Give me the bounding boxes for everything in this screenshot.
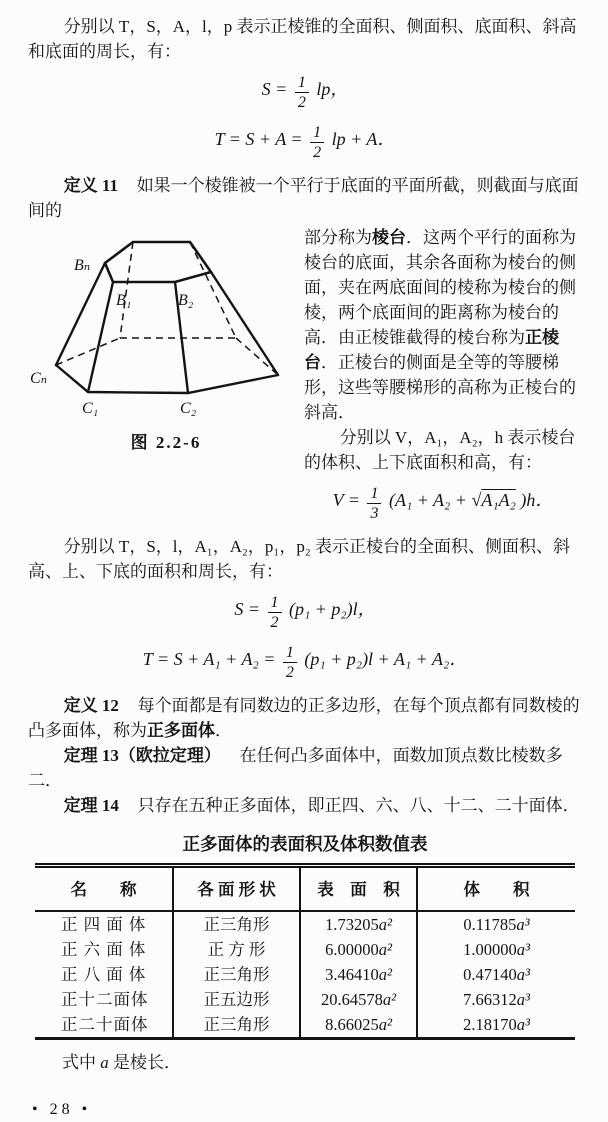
frustum-volume-notation-paragraph: 分别以 V，A₁，A₂，h 表示棱台的体积、上下底面积和高，有： <box>304 428 576 472</box>
cell-face-shape: 正三角形 <box>173 911 300 937</box>
hexagonal-frustum-figure <box>28 225 298 421</box>
vertex-label-b1: B₁ <box>116 292 132 309</box>
cell-surface-area: 3.46410a² <box>300 962 417 987</box>
formula-total-area-frustum: T = S + A₁ + A₂ = $\frac{1}{2}$ (p₁ + p₂)l + A₁ + A₂． <box>142 644 468 681</box>
formula-frustum-volume: V = $\frac{1}{3}$ (A₁ + A₂ + √A₁A₂ )h． <box>332 485 554 522</box>
cell-polyhedron-name: 正二十面体 <box>61 1015 149 1034</box>
page-number: • 28 • <box>32 1101 92 1118</box>
column-header-volume: 体 积 <box>417 866 575 912</box>
figure-caption: 图 2.2-6 <box>130 433 202 452</box>
column-header-name: 名 称 <box>35 866 173 912</box>
definition-12-label: 定义 12 <box>63 696 119 715</box>
definition-11-text-start: 如果一个棱锥被一个平行于底面的平面所截，则截面与底面间的 <box>28 176 579 220</box>
cell-volume: 0.11785a³ <box>417 911 575 937</box>
figure-column <box>28 225 304 534</box>
definition-11-first-line <box>28 173 582 223</box>
table-row <box>35 911 575 937</box>
table-row <box>35 937 575 962</box>
vertex-label-bn: Bₙ <box>74 257 91 274</box>
column-header-surface-area: 表 面 积 <box>300 866 417 912</box>
polyhedra-data-table <box>35 863 575 1040</box>
vertex-label-c1: C₁ <box>82 400 99 417</box>
definition-12-body: 每个面都是有同数边的正多边形，在每个顶点都有同数棱的凸多面体，称为正多面体． <box>28 696 580 740</box>
cell-volume: 2.18170a³ <box>417 1012 575 1039</box>
cell-surface-area: 1.73205a² <box>300 911 417 937</box>
theorem-14-text: 只存在五种正多面体，即正四、六、八、十二、二十面体． <box>137 796 580 815</box>
table-row <box>35 1012 575 1039</box>
cell-surface-area: 6.00000a² <box>300 937 417 962</box>
cell-face-shape: 正三角形 <box>173 1012 300 1039</box>
formula-lateral-area-pyramid: S = $\frac{1}{2}$ lp， <box>261 74 349 111</box>
cell-polyhedron-name: 正 八 面 体 <box>61 965 147 984</box>
table-footnote: 式中 a 是棱长． <box>62 1053 181 1072</box>
theorem-14-paragraph <box>28 793 582 818</box>
pyramid-notation-paragraph: 分别以 T，S，A，l，p 表示正棱锥的全面积、侧面积、底面积、斜高和底面的周长，有： <box>28 17 577 61</box>
formula-lateral-area-frustum: S = $\frac{1}{2}$ (p₁ + p₂)l， <box>234 594 376 631</box>
theorem-14-label: 定理 14 <box>63 796 119 815</box>
table-row <box>35 962 575 987</box>
cell-volume: 1.00000a³ <box>417 937 575 962</box>
cell-polyhedron-name: 正 六 面 体 <box>61 940 147 959</box>
formula-total-area-pyramid: T = S + A = $\frac{1}{2}$ lp + A． <box>214 124 396 161</box>
column-header-face-shape: 各 面 形 状 <box>173 866 300 912</box>
cell-face-shape: 正三角形 <box>173 962 300 987</box>
table-header-row <box>35 866 575 912</box>
cell-surface-area: 20.64578a² <box>300 987 417 1012</box>
theorem-13-paragraph <box>28 743 582 793</box>
cell-polyhedron-name: 正 四 面 体 <box>61 915 147 934</box>
definition-11-wrapped-text-column <box>304 225 582 534</box>
cell-surface-area: 8.66025a² <box>300 1012 417 1039</box>
cell-volume: 7.66312a³ <box>417 987 575 1012</box>
vertex-label-cn: Cₙ <box>30 370 48 387</box>
cell-face-shape: 正五边形 <box>173 987 300 1012</box>
figure-and-text-row <box>28 225 582 534</box>
cell-polyhedron-name: 正十二面体 <box>61 990 149 1009</box>
vertex-label-b2: B₂ <box>178 292 194 309</box>
theorem-13-text: 在任何凸多面体中，面数加顶点数比棱数多二． <box>28 746 563 790</box>
definition-11-label: 定义 11 <box>63 176 118 195</box>
frustum-notation-paragraph: 分别以 T，S，l，A₁，A₂，p₁，p₂ 表示正棱台的全面积、侧面积、斜高、上、下底的面积和周长，有： <box>28 537 571 581</box>
definition-12-paragraph <box>28 693 582 743</box>
table-title: 正多面体的表面积及体积数值表 <box>182 834 428 854</box>
table-row <box>35 987 575 1012</box>
vertex-label-c2: C₂ <box>180 400 197 417</box>
theorem-13-label: 定理 13（欧拉定理） <box>63 746 221 765</box>
cell-volume: 0.47140a³ <box>417 962 575 987</box>
cell-face-shape: 正 方 形 <box>173 937 300 962</box>
definition-11-body: 部分称为棱台．这两个平行的面称为棱台的底面，其余各面称为棱台的侧面，夹在两底面间的棱称为棱台的侧棱，两个底面间的距离称为棱台的高．由正棱锥截得的棱台称为正棱台．正棱台的侧面是全等的等腰梯形，这些等腰梯形的高称为正棱台的斜高． <box>304 228 576 422</box>
